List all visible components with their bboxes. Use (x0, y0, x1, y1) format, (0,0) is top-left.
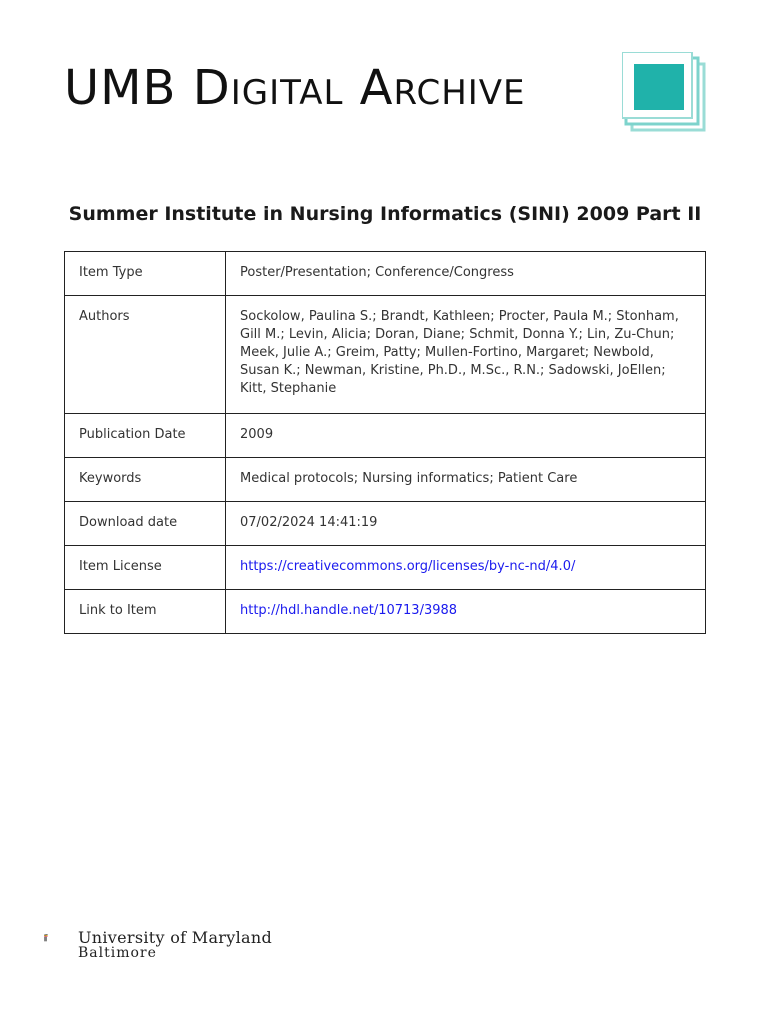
item-license-cell (226, 546, 706, 590)
metadata-table (64, 251, 706, 634)
item-license-label: Item License (65, 546, 226, 590)
table-row (65, 546, 706, 590)
keywords-value: Medical protocols; Nursing informatics; Patient Care (226, 458, 706, 502)
archive-logo-icon (622, 52, 706, 132)
document-title: Summer Institute in Nursing Informatics (SINI) 2009 Part II (68, 203, 702, 225)
table-row (65, 590, 706, 634)
authors-value: Sockolow, Paulina S.; Brandt, Kathleen; Procter, Paula M.; Stonham, Gill M.; Levin, Alicia; Doran, Diane; Schmit, Donna Y.; Lin, Zu-Chun; Meek, Julie A.; Greim, Patty; Mullen-Fortino, Margaret; Newbold, Susan K.; Newman, Kristine, Ph.D., M.Sc., R.N.; Sadowski, JoEllen; Kitt, Stephanie (226, 296, 706, 414)
item-type-label: Item Type (65, 252, 226, 296)
university-name: University of Maryland (78, 928, 272, 947)
link-to-item-label: Link to Item (65, 590, 226, 634)
table-row (65, 502, 706, 546)
authors-label: Authors (65, 296, 226, 414)
publication-date-label: Publication Date (65, 414, 226, 458)
item-type-value: Poster/Presentation; Conference/Congress (226, 252, 706, 296)
table-row (65, 414, 706, 458)
link-to-item-cell (226, 590, 706, 634)
archive-name: UMB Digital Archive (64, 60, 526, 116)
license-link[interactable]: https://creativecommons.org/licenses/by-nc-nd/4.0/ (240, 559, 576, 574)
download-date-label: Download date (65, 502, 226, 546)
umb-shield-icon (44, 908, 76, 968)
table-row (65, 296, 706, 414)
download-date-value: 07/02/2024 14:41:19 (226, 502, 706, 546)
table-row (65, 252, 706, 296)
university-campus: Baltimore (78, 945, 157, 961)
publication-date-value: 2009 (226, 414, 706, 458)
table-row (65, 458, 706, 502)
keywords-label: Keywords (65, 458, 226, 502)
archive-header (0, 0, 770, 150)
item-handle-link[interactable]: http://hdl.handle.net/10713/3988 (240, 603, 458, 618)
